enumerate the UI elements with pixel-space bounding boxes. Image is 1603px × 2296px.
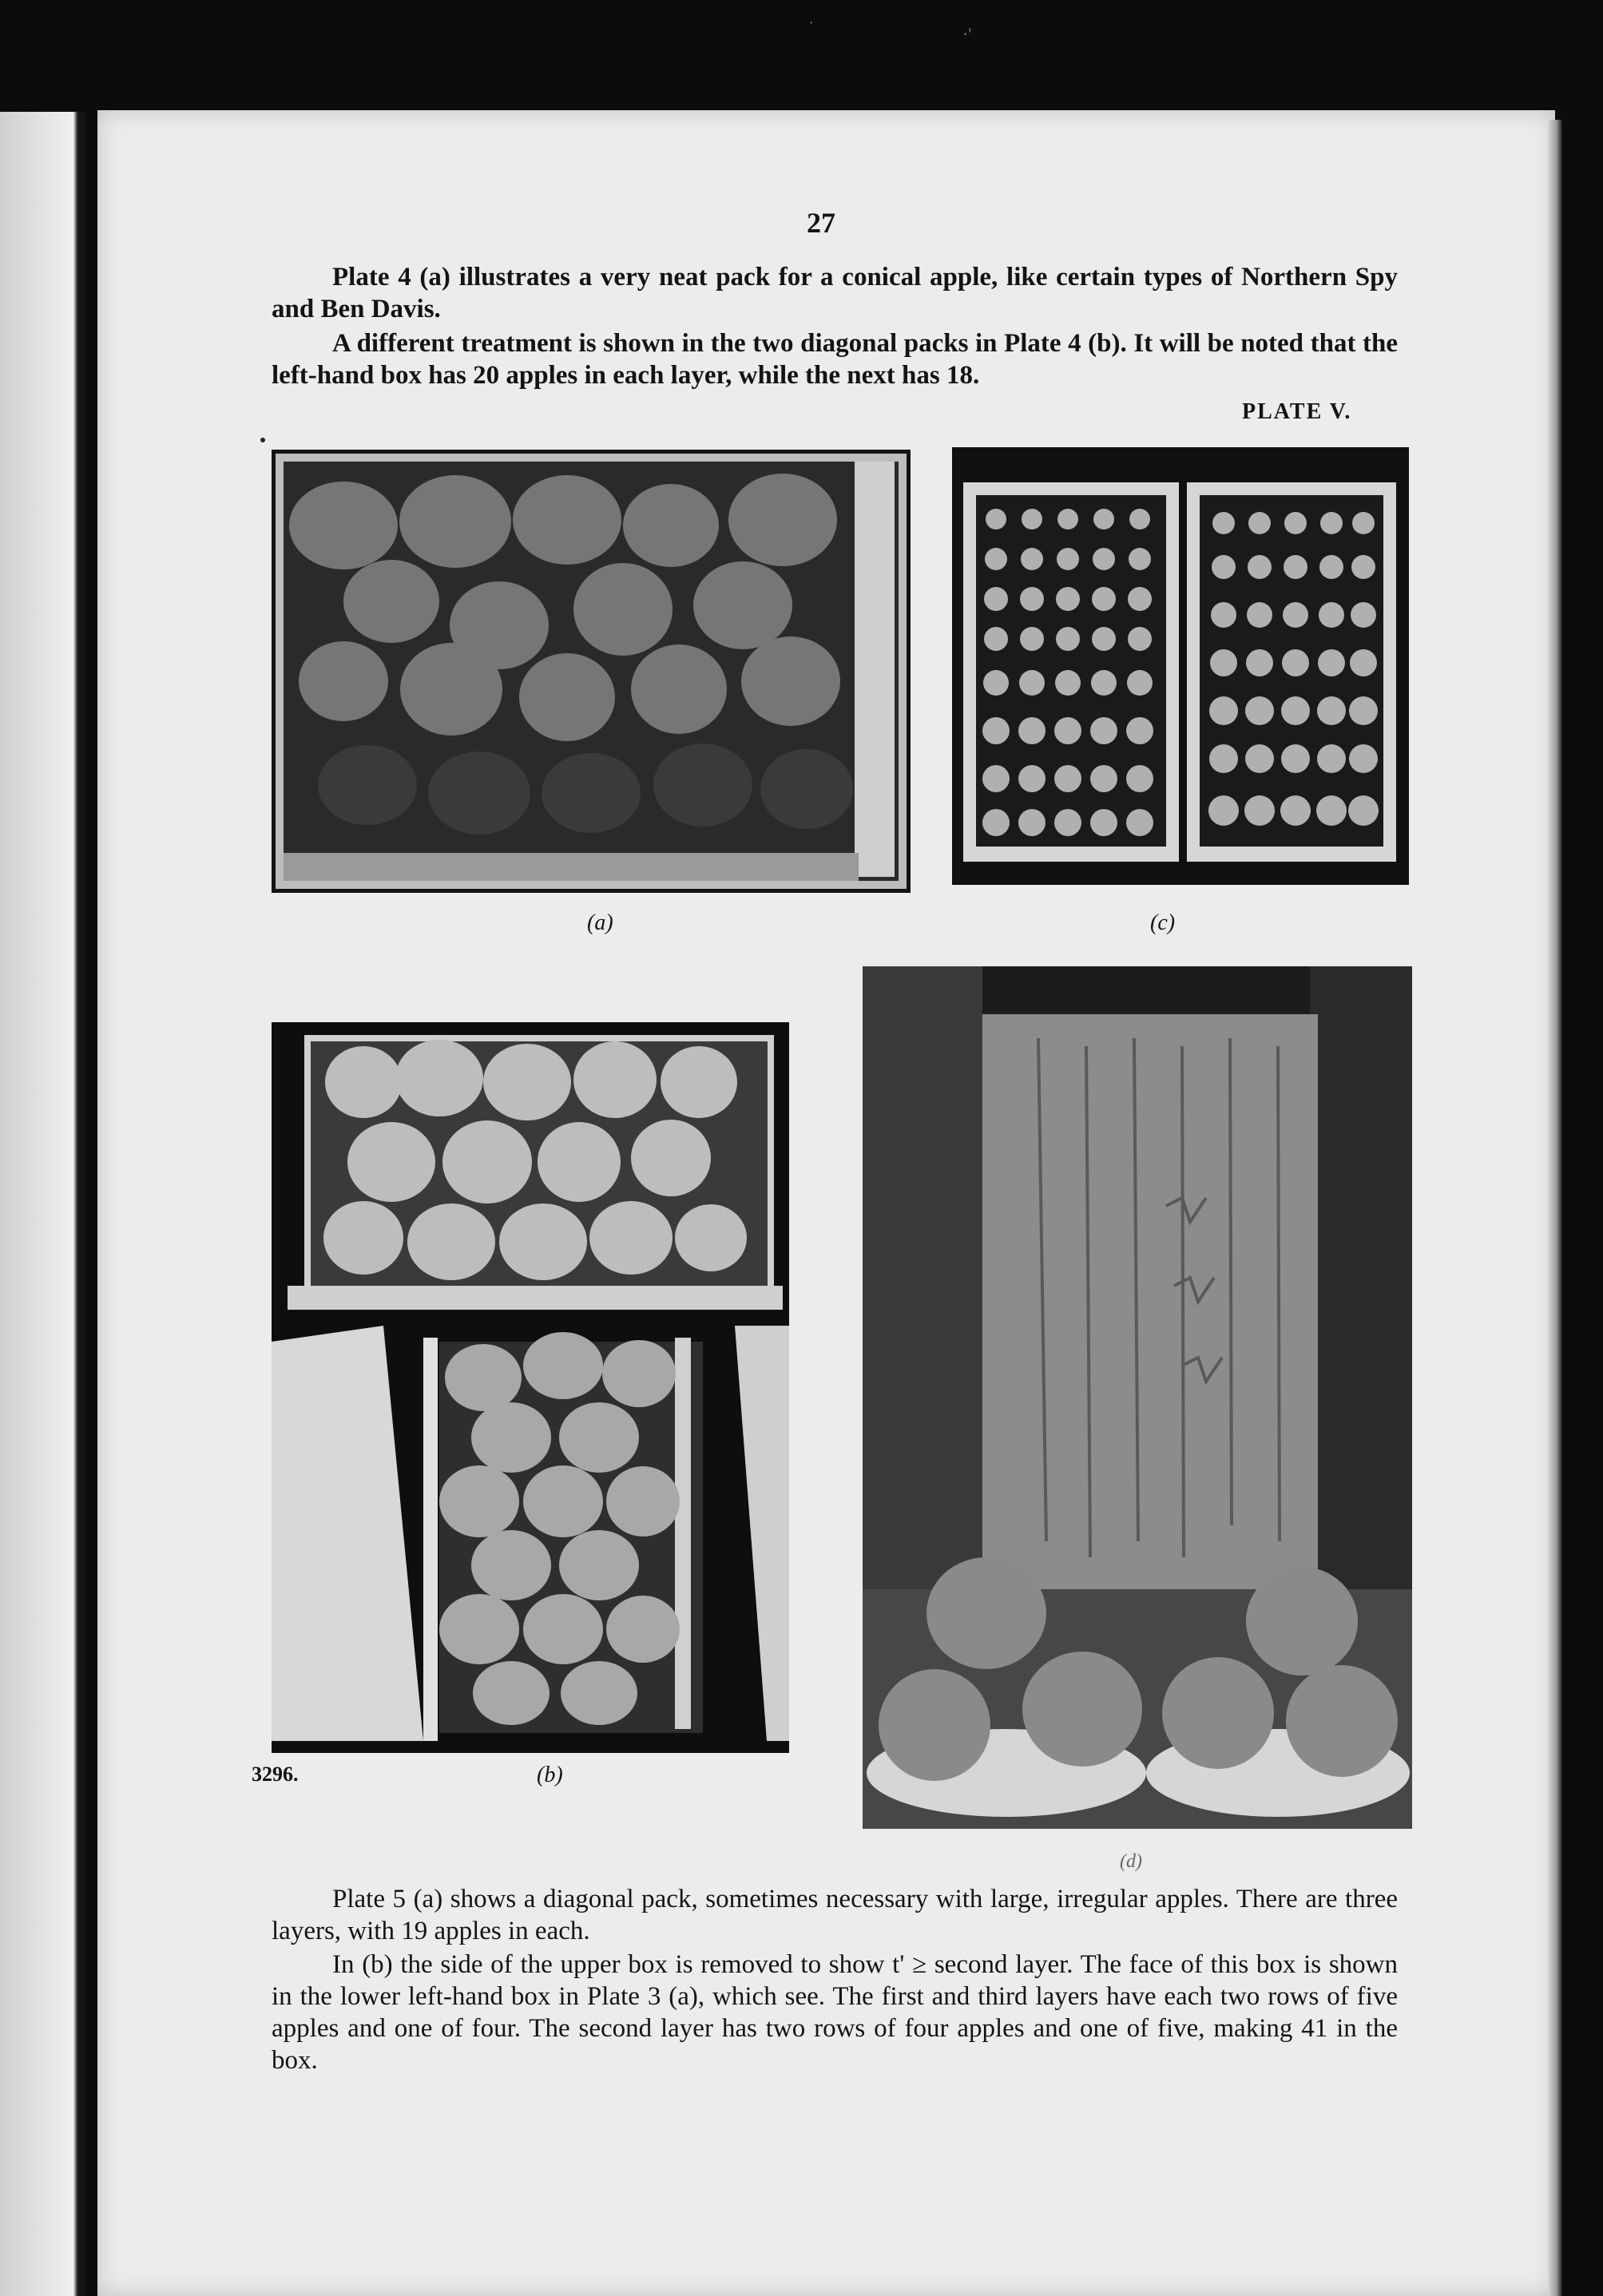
figure-d-photo <box>863 966 1412 1829</box>
body-paragraph-1: Plate 5 (a) shows a diagonal pack, sometimes necessary with large, irregular apples. There are three layers, with 19 apples in each. <box>272 1885 1398 1945</box>
figure-c-caption: (c) <box>1150 910 1176 935</box>
ink-speck <box>260 438 265 442</box>
figure-a-caption: (a) <box>587 910 613 935</box>
figure-a-photo <box>272 450 911 893</box>
scan-artifact: ˙ <box>808 18 815 38</box>
figure-c-image <box>952 447 1409 885</box>
figure-c-photo <box>952 447 1409 885</box>
intro-paragraph-1: Plate 4 (a) illustrates a very neat pack for a conical apple, like certain types of Northern Spy and Ben Davis. <box>272 263 1398 323</box>
figure-a-image <box>272 450 911 893</box>
figure-b-caption: (b) <box>537 1763 563 1787</box>
figure-d-caption: (d) <box>1120 1851 1142 1872</box>
figure-b-image <box>272 1022 789 1753</box>
page-number: 27 <box>807 207 835 239</box>
plate-label: PLATE V. <box>1242 399 1352 424</box>
page-right-edge <box>1548 120 1562 2296</box>
body-paragraph-2: In (b) the side of the upper box is removed to show t' ≥ second layer. The face of this box is shown in the lower left-hand box in Plate 3 (a), which see. The first and third layers have each two rows of five apples and one of four. The second layer has two rows of four apples and one of five, making 41 in the box. <box>272 1950 1398 2075</box>
adjacent-page-edge <box>0 112 86 2296</box>
figure-number: 3296. <box>252 1763 299 1786</box>
scan-artifact: ·' <box>962 24 972 44</box>
intro-paragraph-2: A different treatment is shown in the two diagonal packs in Plate 4 (b). It will be noted that the left-hand box has 20 apples in each layer, while the next has 18. <box>272 329 1398 390</box>
figure-d-image <box>863 966 1412 1829</box>
figure-b-photo <box>272 1022 789 1753</box>
